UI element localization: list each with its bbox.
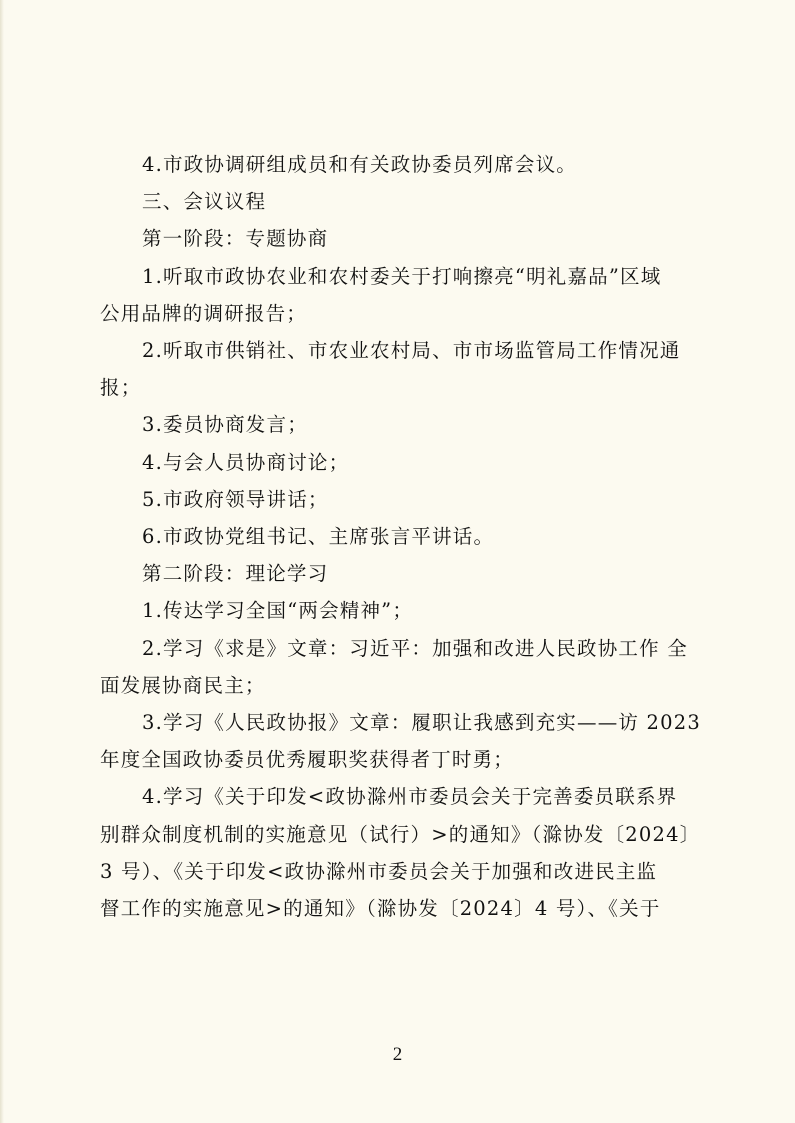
study-item-4-line-2: 别群众制度机制的实施意见（试行）>的通知》（滁协发〔2024〕 [100, 822, 701, 846]
study-item-4-line-4: 督工作的实施意见>的通知》（滁协发〔2024〕4 号）、《关于 [100, 897, 661, 921]
agenda-item-1-line-1: 1.听取市政协农业和农村委关于打响擦亮“明礼嘉品”区域 [142, 264, 662, 288]
study-item-3-line-1: 3.学习《人民政协报》文章：履职让我感到充实——访 2023 [142, 711, 701, 735]
agenda-item-1-line-2: 公用品牌的调研报告； [100, 301, 308, 325]
study-item-2-line-1: 2.学习《求是》文章：习近平：加强和改进人民政协工作 全 [142, 636, 688, 660]
stage-two-heading: 第二阶段：理论学习 [142, 562, 329, 586]
study-item-1: 1.传达学习全国“两会精神”； [142, 599, 414, 623]
page-edge-shadow [0, 0, 4, 1123]
study-item-3-line-2: 年度全国政协委员优秀履职奖获得者丁时勇； [100, 748, 515, 772]
agenda-item-5: 5.市政府领导讲话； [142, 487, 329, 511]
attendance-item-4: 4.市政协调研组成员和有关政协委员列席会议。 [142, 153, 578, 176]
section-heading-agenda: 三、会议议程 [142, 190, 267, 214]
agenda-item-4: 4.与会人员协商讨论； [142, 450, 350, 474]
study-item-4-line-3: 3 号）、《关于印发<政协滁州市委员会关于加强和改进民主监 [100, 859, 658, 883]
document-body [100, 146, 700, 927]
study-item-4-line-1: 4.学习《关于印发<政协滁州市委员会关于完善委员联系界 [142, 785, 678, 809]
stage-one-heading: 第一阶段：专题协商 [142, 227, 329, 251]
page-number: 2 [392, 1044, 403, 1065]
agenda-item-6: 6.市政协党组书记、主席张言平讲话。 [142, 525, 495, 549]
agenda-item-3: 3.委员协商发言； [142, 413, 308, 437]
study-item-2-line-2: 面发展协商民主； [100, 673, 266, 697]
agenda-item-2-line-2: 报； [100, 376, 142, 400]
agenda-item-2-line-1: 2.听取市供销社、市农业农村局、市市场监管局工作情况通 [142, 339, 681, 363]
